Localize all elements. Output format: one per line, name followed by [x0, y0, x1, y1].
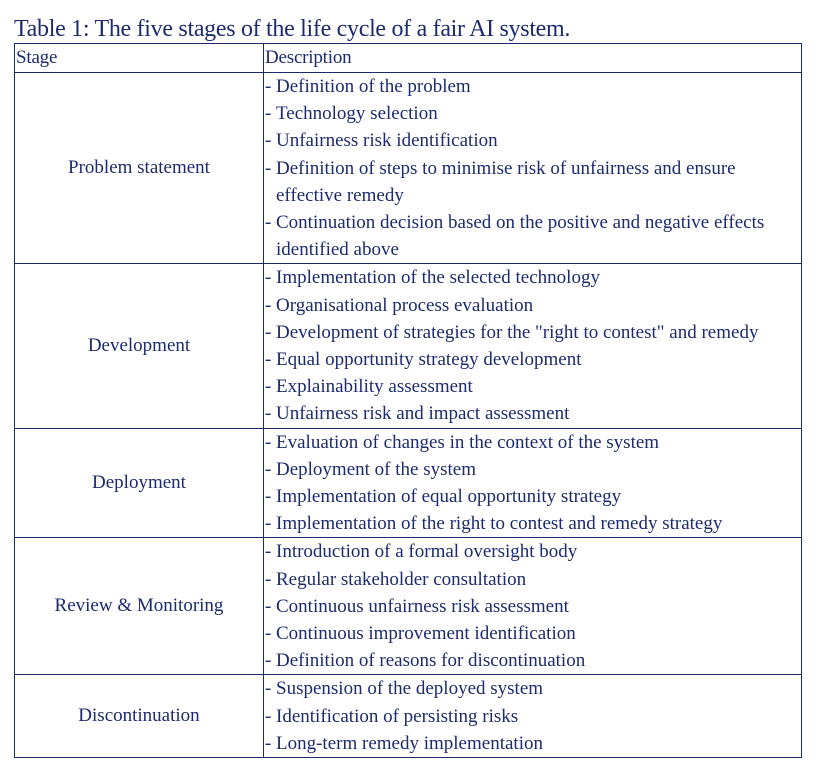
description-list — [264, 264, 801, 427]
list-dash: - — [265, 705, 272, 727]
list-dash: - — [265, 349, 272, 371]
description-cell — [264, 428, 802, 538]
list-item-text: Development of strategies for the "right to contest" and remedy — [276, 321, 759, 343]
table-caption: Table 1: The five stages of the life cycle of a fair AI system. — [14, 16, 571, 42]
list-item-text: Implementation of equal opportunity strategy — [276, 486, 622, 508]
list-item-text: Explainability assessment — [276, 376, 473, 398]
description-list — [264, 675, 801, 757]
column-header-description: Description — [264, 44, 802, 73]
list-item — [264, 647, 801, 674]
table-row — [15, 428, 802, 538]
list-dash: - — [265, 568, 272, 590]
list-item-text: Identification of persisting risks — [276, 705, 519, 727]
list-item — [264, 373, 801, 400]
description-cell — [264, 73, 802, 264]
table-header-row — [15, 44, 802, 73]
column-header-stage: Stage — [15, 44, 264, 73]
list-dash: - — [265, 650, 272, 672]
list-dash: - — [265, 321, 272, 343]
table-body — [15, 73, 802, 758]
list-item-text: Evaluation of changes in the context of the system — [276, 431, 660, 453]
list-item-text: Definition of reasons for discontinuation — [276, 650, 586, 672]
list-item-text: Implementation of the right to contest and remedy strategy — [276, 513, 723, 535]
list-item — [264, 593, 801, 620]
table-row — [15, 538, 802, 675]
list-item-text: Continuation decision based on the positive and negative effects identified above — [276, 212, 765, 261]
list-item-text: Technology selection — [276, 103, 438, 125]
stage-cell: Development — [15, 264, 264, 428]
list-item — [264, 319, 801, 346]
stage-cell: Review & Monitoring — [15, 538, 264, 675]
list-item — [264, 456, 801, 483]
list-dash: - — [265, 486, 272, 508]
list-dash: - — [265, 431, 272, 453]
list-item-text: Long-term remedy implementation — [276, 732, 543, 754]
description-cell — [264, 264, 802, 428]
list-dash: - — [265, 103, 272, 125]
table-row — [15, 264, 802, 428]
list-item — [264, 400, 801, 427]
list-item — [264, 510, 801, 537]
list-item-text: Definition of steps to minimise risk of unfairness and ensure effective remedy — [276, 157, 736, 206]
list-item — [264, 127, 801, 154]
list-dash: - — [265, 294, 272, 316]
list-item — [264, 264, 801, 291]
list-item-text: Continuous unfairness risk assessment — [276, 595, 569, 617]
list-item — [264, 730, 801, 757]
list-dash: - — [265, 458, 272, 480]
list-item — [264, 483, 801, 510]
list-item — [264, 292, 801, 319]
list-dash: - — [265, 513, 272, 535]
list-dash: - — [265, 678, 272, 700]
description-list — [264, 429, 801, 538]
list-item — [264, 346, 801, 373]
description-cell — [264, 675, 802, 758]
list-item — [264, 620, 801, 647]
list-dash: - — [265, 76, 272, 97]
stage-cell: Deployment — [15, 428, 264, 538]
list-dash: - — [265, 732, 272, 754]
list-dash: - — [265, 623, 272, 645]
life-cycle-table — [14, 43, 802, 758]
list-dash: - — [265, 541, 272, 563]
list-dash: - — [265, 212, 272, 234]
list-item — [264, 538, 801, 565]
list-item-text: Deployment of the system — [276, 458, 476, 480]
list-item-text: Regular stakeholder consultation — [276, 568, 527, 590]
list-item-text: Definition of the problem — [276, 76, 471, 97]
list-item — [264, 675, 801, 702]
stage-cell: Problem statement — [15, 73, 264, 264]
list-item — [264, 566, 801, 593]
list-item-text: Unfairness risk and impact assessment — [276, 403, 570, 425]
list-dash: - — [265, 595, 272, 617]
description-list — [264, 73, 801, 263]
list-dash: - — [265, 157, 272, 179]
description-list — [264, 538, 801, 674]
table-row — [15, 675, 802, 758]
description-cell — [264, 538, 802, 675]
list-item-text: Unfairness risk identification — [276, 130, 498, 152]
table-row — [15, 73, 802, 264]
list-item-text: Introduction of a formal oversight body — [276, 541, 578, 563]
list-item-text: Implementation of the selected technology — [276, 267, 600, 289]
list-dash: - — [265, 130, 272, 152]
list-item-text: Organisational process evaluation — [276, 294, 534, 316]
list-item — [264, 155, 801, 209]
list-dash: - — [265, 403, 272, 425]
list-item — [264, 209, 801, 263]
list-item — [264, 703, 801, 730]
list-item — [264, 100, 801, 127]
stage-cell: Discontinuation — [15, 675, 264, 758]
list-item-text: Continuous improvement identification — [276, 623, 576, 645]
list-item-text: Equal opportunity strategy development — [276, 349, 582, 371]
list-dash: - — [265, 376, 272, 398]
list-item — [264, 429, 801, 456]
list-item — [264, 73, 801, 100]
list-item-text: Suspension of the deployed system — [276, 678, 544, 700]
list-dash: - — [265, 267, 272, 289]
